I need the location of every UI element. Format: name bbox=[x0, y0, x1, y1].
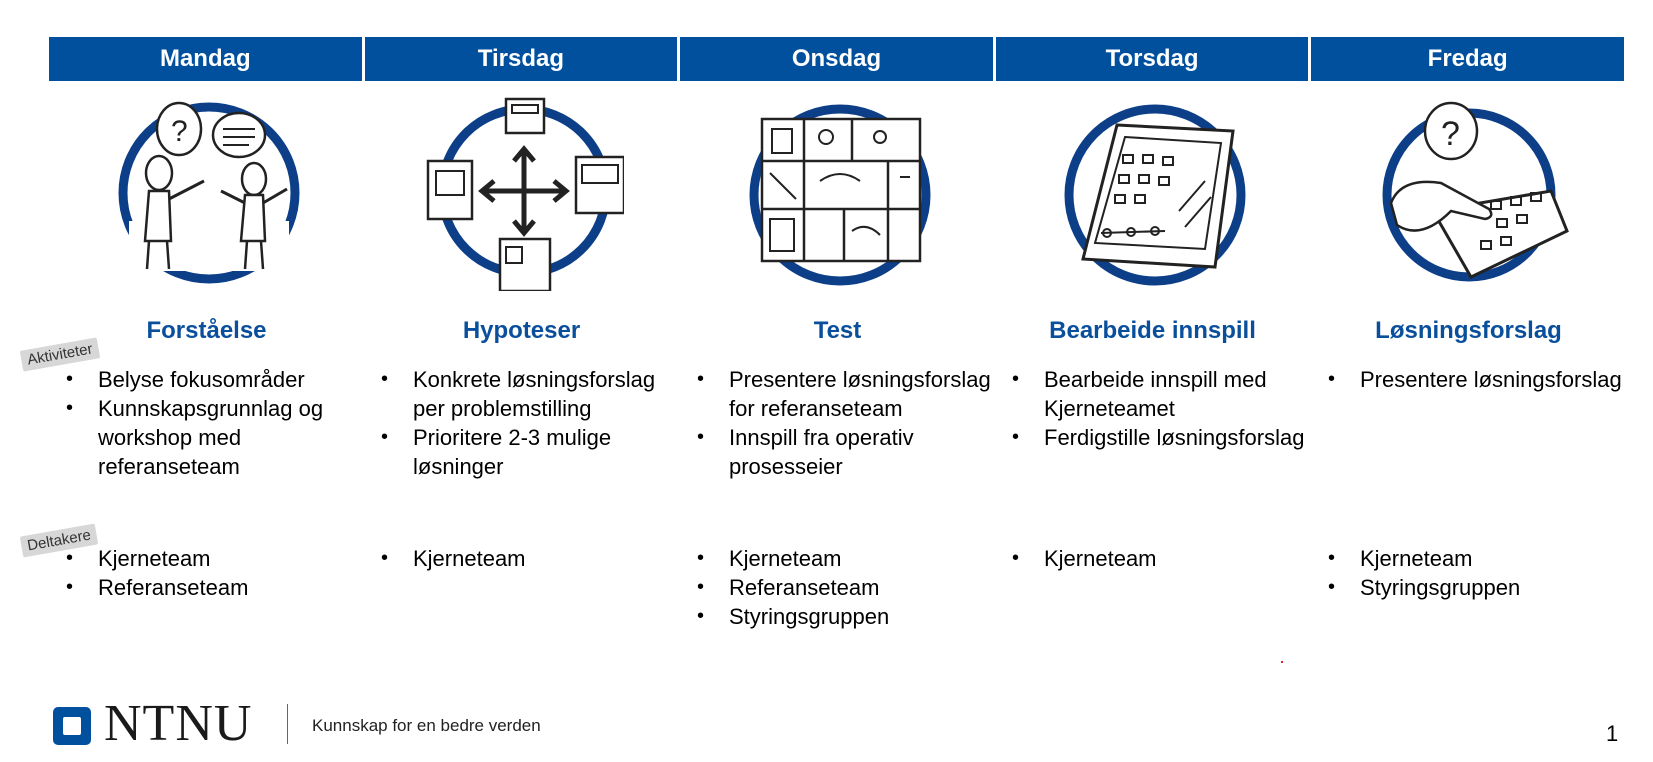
documents-arrows-icon bbox=[424, 91, 624, 291]
list-item: • Presentere løsningsforslag for referanseteam bbox=[680, 365, 995, 423]
list-item: • Styringsgruppen bbox=[1311, 573, 1626, 602]
participants-list bbox=[995, 544, 1310, 573]
phase-title: Bearbeide innspill bbox=[1049, 317, 1256, 344]
list-item: • Bearbeide innspill med Kjerneteamet bbox=[995, 365, 1310, 423]
day-header-thursday: Torsdag bbox=[996, 37, 1312, 81]
svg-text:?: ? bbox=[1441, 115, 1460, 153]
svg-text:?: ? bbox=[171, 115, 188, 148]
list-item: • Ferdigstille løsningsforslag bbox=[995, 423, 1310, 452]
participants-list bbox=[680, 544, 995, 631]
activities-list bbox=[680, 365, 995, 481]
stray-mark bbox=[1281, 661, 1283, 663]
activities-list bbox=[995, 365, 1310, 452]
day-header-monday: Mandag bbox=[49, 37, 365, 81]
tablet-wireframe-icon bbox=[1055, 91, 1255, 291]
phase-title: Hypoteser bbox=[462, 317, 581, 344]
list-item: • Kjerneteam bbox=[680, 544, 995, 573]
list-item: • Innspill fra operativ prosesseier bbox=[680, 423, 995, 481]
activities-list bbox=[1311, 365, 1626, 394]
storyboard-icon bbox=[740, 91, 940, 291]
list-item: • Konkrete løsningsforslag per problemstilling bbox=[364, 365, 679, 423]
list-item: • Kjerneteam bbox=[49, 544, 364, 573]
footer-tagline: Kunnskap for en bedre verden bbox=[312, 716, 541, 735]
list-item: • Presentere løsningsforslag bbox=[1311, 365, 1626, 394]
list-item: • Referanseteam bbox=[680, 573, 995, 602]
hand-tablet-question-icon bbox=[1371, 91, 1571, 291]
participants-list bbox=[364, 544, 679, 573]
list-item: • Kjerneteam bbox=[1311, 544, 1626, 573]
page-number: 1 bbox=[1606, 721, 1619, 746]
phase-title: Løsningsforslag bbox=[1375, 317, 1562, 344]
list-item: • Kunnskapsgrunnlag og workshop med referanseteam bbox=[49, 394, 364, 481]
list-item: • Prioritere 2-3 mulige løsninger bbox=[364, 423, 679, 481]
day-header-row bbox=[49, 37, 1624, 81]
participants-list bbox=[1311, 544, 1626, 602]
activities-list bbox=[364, 365, 679, 481]
list-item: • Kjerneteam bbox=[364, 544, 679, 573]
phase-title: Test bbox=[813, 317, 862, 344]
list-item: • Kjerneteam bbox=[995, 544, 1310, 573]
list-item: • Belyse fokusområder bbox=[49, 365, 364, 394]
day-header-friday: Fredag bbox=[1311, 37, 1624, 81]
list-item: • Styringsgruppen bbox=[680, 602, 995, 631]
participants-list bbox=[49, 544, 364, 602]
list-item: • Referanseteam bbox=[49, 573, 364, 602]
participants-tag: Deltakere bbox=[20, 524, 99, 558]
footer-divider bbox=[287, 704, 288, 744]
day-header-wednesday: Onsdag bbox=[680, 37, 996, 81]
day-header-tuesday: Tirsdag bbox=[365, 37, 681, 81]
ntnu-logo-text: NTNU bbox=[104, 695, 253, 752]
ntnu-logo-icon bbox=[53, 707, 91, 745]
dialogue-people-icon bbox=[109, 91, 309, 291]
phase-title: Forståelse bbox=[146, 317, 267, 344]
activities-tag: Aktiviteter bbox=[20, 337, 100, 371]
activities-list bbox=[49, 365, 364, 481]
